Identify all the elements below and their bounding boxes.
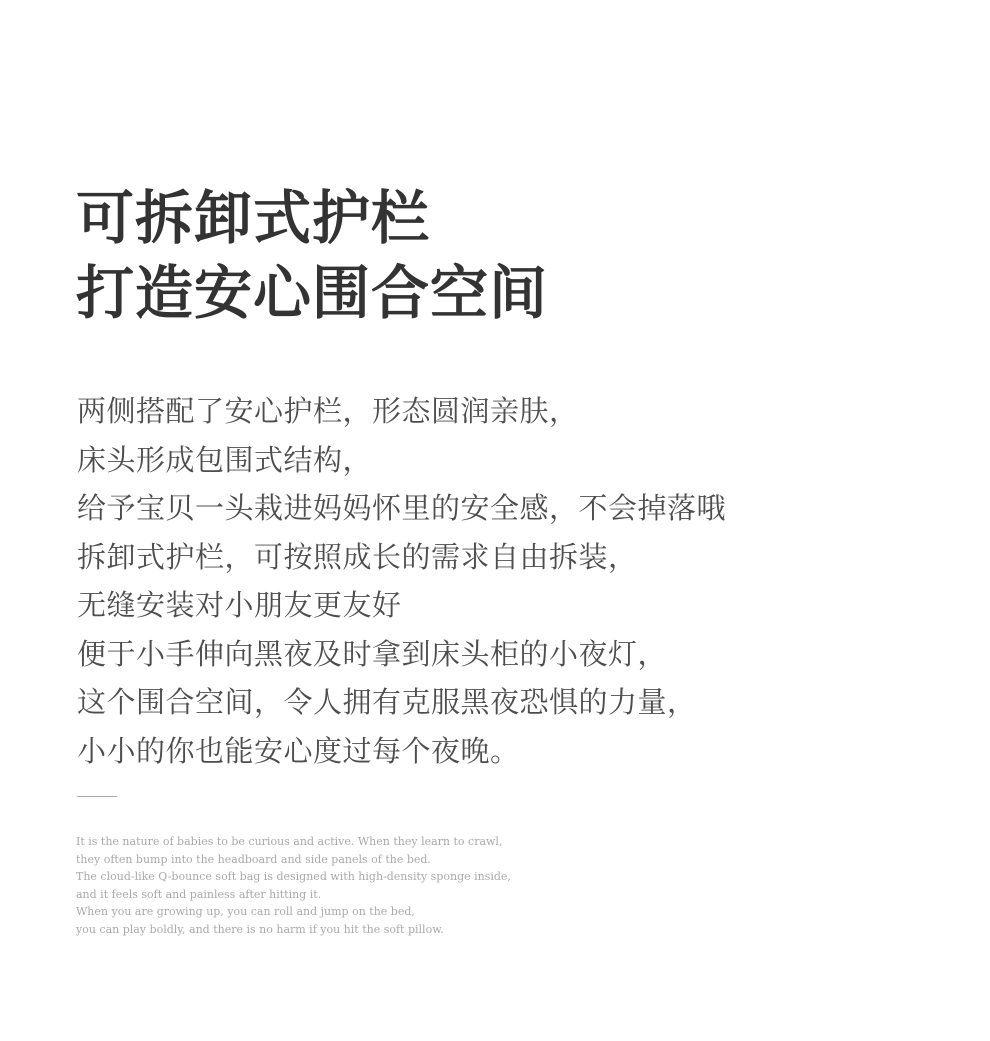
description-line: 便于小手伸向黑夜及时拿到床头柜的小夜灯， bbox=[77, 636, 668, 671]
english-line: and it feels soft and painless after hitting it. bbox=[76, 887, 322, 901]
description-line: 给予宝贝一头栽进妈妈怀里的安全感，不会掉落哦 bbox=[77, 491, 727, 525]
description-line: 小小的你也能安心度过每个夜晚。 bbox=[77, 733, 520, 768]
headline-line: 可拆卸式护栏 bbox=[76, 184, 431, 252]
english-line: you can play boldly, and there is no harm if you hit the soft pillow. bbox=[76, 922, 444, 936]
description-line: 拆卸式护栏，可按照成长的需求自由拆装， bbox=[77, 539, 638, 574]
english-line: they often bump into the headboard and side panels of the bed. bbox=[76, 852, 431, 866]
english-line: The cloud-like Q-bounce soft bag is designed with high-density sponge inside, bbox=[76, 870, 511, 884]
description-paragraph bbox=[77, 387, 726, 775]
description-line: 无缝安装对小朋友更友好 bbox=[77, 588, 402, 622]
description-line: 床头形成包围式结构， bbox=[77, 442, 373, 477]
headline bbox=[76, 181, 548, 331]
description-line: 两侧搭配了安心护栏，形态圆润亲肤， bbox=[77, 394, 579, 428]
english-line: When you are growing up, you can roll and jump on the bed, bbox=[76, 905, 415, 919]
english-line: It is the nature of babies to be curious and active. When they learn to crawl, bbox=[76, 835, 503, 848]
description-line: 这个围合空间，令人拥有克服黑夜恐惧的力量， bbox=[77, 685, 697, 719]
english-description bbox=[76, 833, 511, 939]
headline-line: 打造安心围合空间 bbox=[76, 259, 549, 327]
divider bbox=[77, 796, 117, 797]
